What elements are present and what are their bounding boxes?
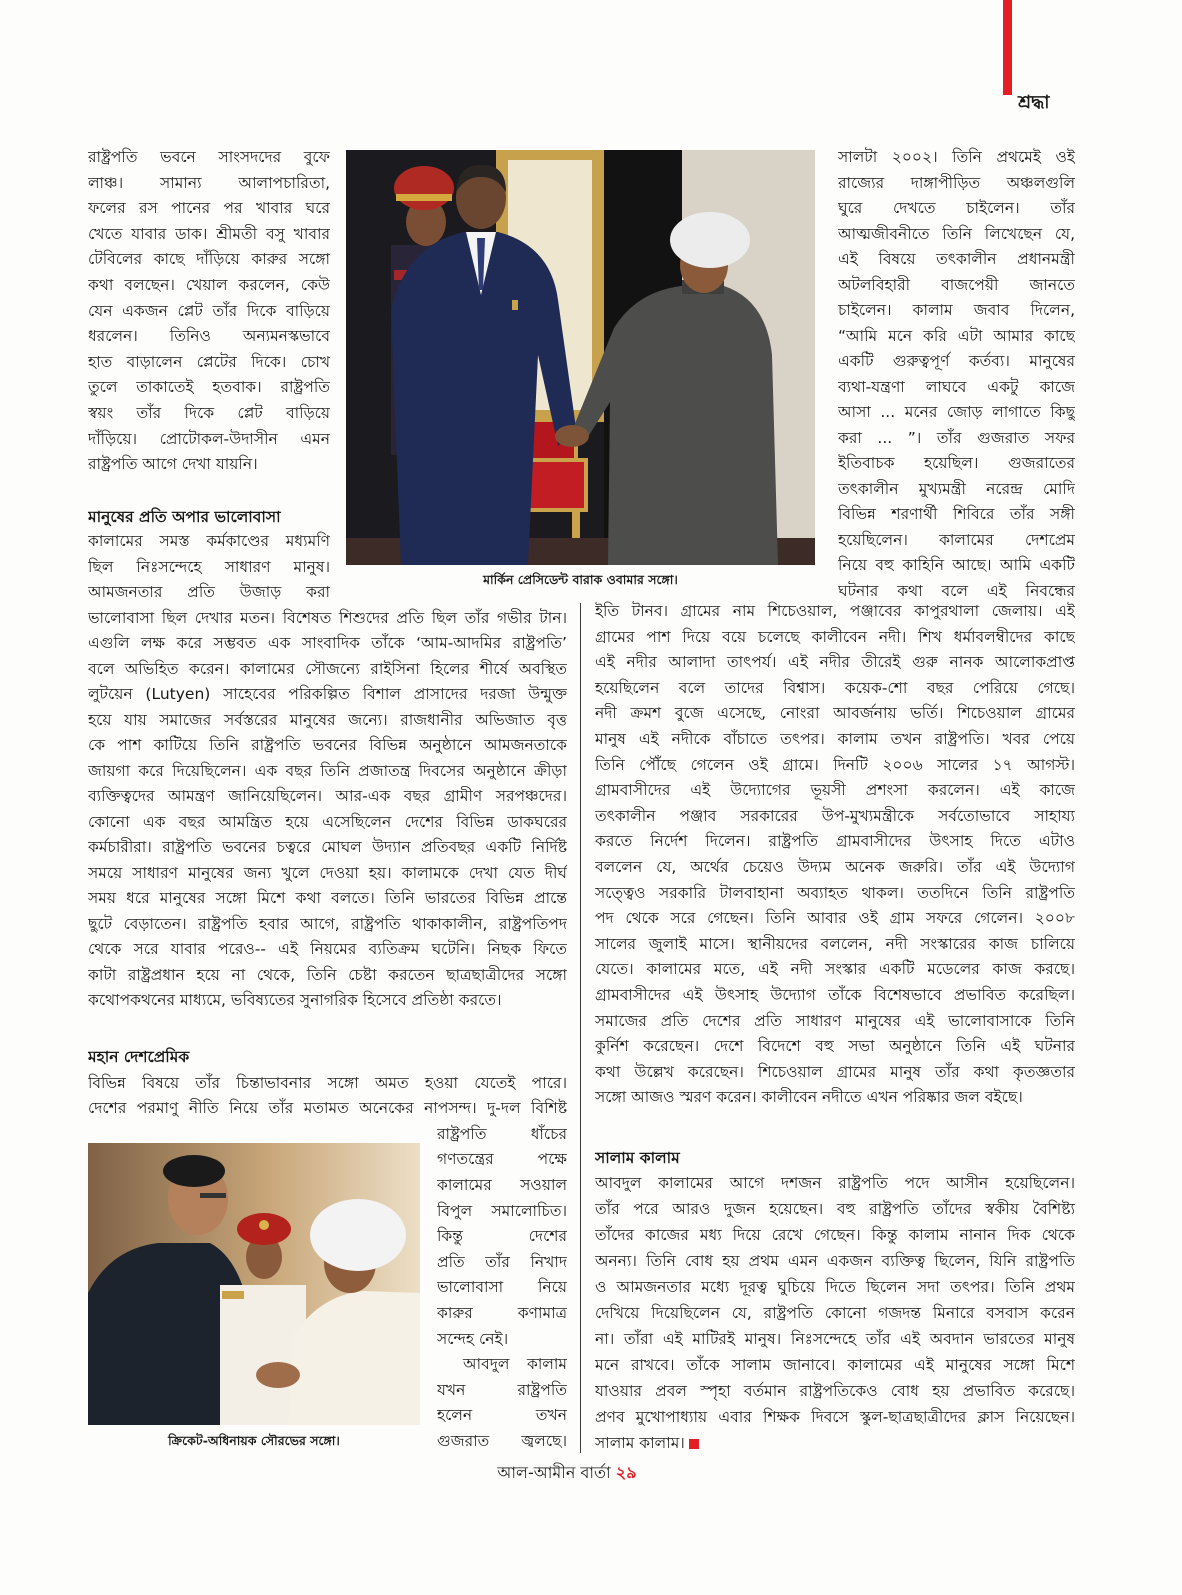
page-number: ২৯ — [615, 1463, 637, 1482]
text-line: দাঁড়িয়ে। প্রোটোকল-উদাসীন এমন — [88, 429, 330, 448]
text-line: ছিল নিঃসন্দেহে সাধারণ মানুষ। — [88, 557, 330, 576]
text-line: কুর্নিশ করেছেন। দেশে বিদেশে বহু সভা অনুষ্ঠানে তিনি এই ঘটনার — [595, 1037, 1075, 1056]
text-line: মানুষ এই নদীকে বাঁচাতে তৎপর। কালাম তখন রাষ্ট্রপতি। খবর পেয়ে — [595, 729, 1075, 748]
text-line: আবদুল কালামের আগে দশজন রাষ্ট্রপতি পদে আসীন হয়েছিলেন। — [595, 1174, 1075, 1192]
intro-column — [88, 145, 330, 478]
text-line: আসা ... মনের জোড় লাগাতে কিছু — [838, 403, 1075, 421]
text-line: সন্দেহ নেই। — [437, 1329, 509, 1348]
section-label: শ্রদ্ধা — [1018, 92, 1050, 113]
text-line: লাঞ্চ। সামান্য আলাপচারিতা, — [88, 173, 330, 192]
text-line: মনে রাখবে। তাঁকে সালাম জানাবে। কালামের এই মানুষের সঙ্গো মিশে — [595, 1356, 1075, 1374]
guard-turban — [394, 166, 454, 210]
salaam-section-heading: সালাম কালাম — [595, 1149, 680, 1167]
column-divider — [580, 603, 581, 1453]
text-line: রাষ্ট্রপতি ভবনে সাংসদদের বুফে — [88, 148, 330, 166]
text-line: সমাজের প্রতি দেশের প্রতি সাধারণ মানুষের এই ভালোবাসাকে তিনি — [595, 1011, 1075, 1030]
text-line: সালটা ২০০২। তিনি প্রথমেই ওই — [838, 148, 1075, 166]
text-line: নিয়ে বহু কাহিনি আছে। আমি একটি — [838, 556, 1075, 574]
salaam-section-last-line — [595, 1430, 1075, 1456]
text-line: কথোপকথনের মাধ্যমে, ভবিষ্যতের সুনাগরিক হিসেবে প্রতিষ্ঠা করতে। — [88, 991, 502, 1009]
text-line: বিপুল সমালোচিত। — [437, 1201, 567, 1220]
text-line: হাত বাড়ালেন প্লেটের দিকে। চোখ — [88, 352, 330, 371]
text-line: ও আমজনতার মধ্যে দূরত্ব ঘুচিয়ে দিতে ছিলেন সদা তৎপর। তিনি প্রথম — [595, 1278, 1075, 1296]
guard-cap-badge — [259, 1220, 269, 1230]
text-line: নদী ক্রমশ বুজে এসেছে, নোংরা আবর্জনায় ভর্তি। শিচেওয়াল গ্রামের — [595, 704, 1075, 723]
text-line: ব্যথা-যন্ত্রণা লাঘবে একটু কাজে — [838, 377, 1075, 396]
text-line: রাষ্ট্রপতি ধাঁচের — [437, 1124, 567, 1143]
text-line: কালামের সমস্ত কর্মকাণ্ডের মধ্যমণি — [88, 532, 330, 550]
text-line: পদ থেকে সরে গেছেন। তিনি আবার ওই গ্রাম সফরে গেলেন। ২০০৮ — [595, 909, 1075, 928]
text-line: ফলের রস পানের পর খাবার ঘরে — [88, 199, 330, 218]
text-line — [595, 1430, 1075, 1456]
patriot-section-next-paragraph — [437, 1352, 567, 1454]
photo1-caption: মার্কিন প্রেসিডেন্ট বারাক ওবামার সঙ্গো। — [483, 572, 678, 587]
text-line: কথা বলছেন। খেয়াল করলেন, কেউ — [88, 275, 330, 294]
text-line: কাটা রাষ্ট্রপ্রধান হয়ে না থেকে, তিনি চেষ্টা করতেন ছাত্রছাত্রীদের সঙ্গো — [88, 965, 567, 984]
text-line: কোনো এক বছর আমন্ত্রিত হয়ে এসেছিলেন দেশের বিভিন্ন ডাকঘরের — [88, 812, 567, 831]
text-line: ঘুরে দেখতে চাইলেন। তাঁর — [838, 199, 1075, 217]
text-line: এই বিষয়ে তৎকালীন প্রধানমন্ত্রী — [838, 250, 1075, 268]
patriot-section-heading: মহান দেশপ্রেমিক — [88, 1048, 190, 1066]
text-line: তাঁর পরে আরও দুজন হয়েছেন। বহু রাষ্ট্রপতি তাঁদের স্বকীয় বৈশিষ্ট্য — [595, 1200, 1075, 1218]
text-line: গ্রামবাসীদের এই উদ্যোগের ভূয়সী প্রশংসা করলেন। এই কাজে — [595, 781, 1075, 800]
kalam-hair — [310, 1199, 406, 1271]
text-line: যাওয়ার প্রবল স্পৃহা বর্তমান রাষ্ট্রপতিকেও বোধ হয় প্রভাবিত করেছে। — [595, 1382, 1075, 1400]
text-line: অটলবিহারী বাজপেয়ী জানতে — [838, 275, 1075, 294]
text-line: ইতিবাচক হয়েছিল। গুজরাতের — [838, 454, 1075, 472]
text-line: ঘটনার কথা বলে এই নিবন্ধের — [838, 581, 1075, 600]
obama-pin — [512, 300, 518, 310]
text-line: সত্ত্বেও সরকারি টালবাহানা অব্যাহত থাকল। ততদিনে তিনি রাষ্ট্রপতি — [595, 883, 1075, 902]
photo-obama-kalam — [346, 150, 815, 565]
text-line: গ্রামবাসীদের এই উৎসাহ উদ্যোগ তাঁকে বিশেষভাবে প্রভাবিত করেছিল। — [595, 985, 1075, 1004]
text-line: রাষ্ট্রপতি আগে দেখা যায়নি। — [88, 455, 258, 474]
text-line: তৎকালীন পঞ্জাব সরকারের উপ-মুখ্যমন্ত্রীকে সর্বতোভাবে সাহায্য — [595, 806, 1075, 825]
text-line: রাজ্যের দাঙ্গাপীড়িত অঞ্চলগুলি — [838, 173, 1075, 192]
text-line: সালের জুলাই মাসে। স্থানীয়দের বললেন, নদী সংস্কারের কাজ চালিয়ে — [595, 934, 1075, 953]
patriot-section-body — [88, 1071, 567, 1122]
section-marker-bar — [1003, 0, 1012, 95]
text-line: ইতি টানব। গ্রামের নাম শিচেওয়াল, পঞ্জাবের কাপুরথালা জেলায়। এই — [595, 602, 1075, 620]
salaam-section-body — [595, 1170, 1075, 1430]
text-line: যেতে। কালামের মতে, এই নদী সংস্কার একটি মডেলের কাজ করছে। — [595, 960, 1075, 979]
text-line: গ্রামের পাশ দিয়ে বয়ে চলেছে কালীবেন নদী। শিখ ধর্মাবলম্বীদের কাছে — [595, 627, 1075, 646]
gujarat-column — [838, 145, 1075, 604]
text-line: গণতন্ত্রের পক্ষে — [437, 1150, 567, 1169]
text-line: এই নদীর আলাদা তাৎপর্য। এই নদীর তীরেই গুরু নানক আলোকপ্রাপ্ত — [595, 653, 1075, 672]
text-line: কারুর কণামাত্র — [437, 1303, 567, 1322]
photo2-caption: ক্রিকেট-অধিনায়ক সৌরভের সঙ্গো। — [168, 1433, 340, 1448]
photo-sourav-kalam — [88, 1143, 420, 1425]
guard-epaulette — [222, 1291, 244, 1299]
text-line: না। তাঁরা এই মাটিরই মানুষ। নিঃসন্দেহে তাঁর এই অবদান ভারতের মানুষ — [595, 1330, 1075, 1348]
text-line: যখন রাষ্ট্রপতি — [437, 1380, 567, 1399]
photo-sourav-award-image — [88, 1143, 420, 1425]
text-line: তৎকালীন মুখ্যমন্ত্রী নরেন্দ্র মোদি — [838, 479, 1075, 498]
text-line: আমজনতার প্রতি উজাড় করা — [88, 583, 330, 601]
text-line: তাঁদের কাজের মধ্য দিয়ে রেখে গেছেন। কিন্তু কালাম নানান দিক থেকে — [595, 1226, 1075, 1244]
text-line: ব্যক্তিত্বদের আমন্ত্রণ জানিয়েছিলেন। আর-এক বছর গ্রামীণ সরপঞ্চদের। — [88, 787, 567, 805]
text-line: থেকে সরে যাবার পরেও-- এই নিয়মের ব্যতিক্রম ঘটেনি। নিছক ফিতে — [88, 940, 567, 958]
love-section-body — [88, 606, 567, 1014]
text-line: যেন একজন প্লেট তাঁর দিকে বাড়িয়ে — [88, 301, 330, 320]
text-line: ভালোবাসা নিয়ে — [437, 1278, 567, 1297]
text-line: টেবিলের কাছে দাঁড়িয়ে কারুর সঙ্গো — [88, 250, 330, 269]
text-line: ছুটে বেড়াতেন। রাষ্ট্রপতি হবার আগে, রাষ্ট্রপতি থাকাকালীন, রাষ্ট্রপতিপদ — [88, 914, 567, 933]
sourav-hair — [163, 1155, 225, 1187]
love-section-beside-photo — [88, 529, 330, 606]
text-line: হয়ে যায় সমাজের সর্বস্তরের মানুষের জন্যে। রাজধানীর অভিজাত বৃত্ত — [88, 710, 567, 729]
patriot-section-beside-photo — [437, 1122, 567, 1352]
text-line: প্রণব মুখোপাধ্যায় এবার শিক্ষক দিবসে স্কুল-ছাত্রছাত্রীদের ক্লাস নিয়েছেন। — [595, 1408, 1075, 1426]
text-line: হলেন তখন — [437, 1406, 567, 1425]
text-line: কালামের সওয়াল — [437, 1175, 567, 1194]
text-line: আবদুল কালাম — [463, 1355, 567, 1374]
text-line: হয়েছিলেন বলে তাদের বিশ্বাস। কয়েক-শো বছর পেরিয়ে গেছে। — [595, 678, 1075, 697]
photo-obama-handshake-image — [346, 150, 815, 565]
text-line: গুজরাত জ্বলছে। — [437, 1431, 567, 1450]
text-line: ভালোবাসা ছিল দেখার মতন। বিশেষত শিশুদের প্রতি ছিল তাঁর গভীর টান। — [88, 608, 567, 627]
text-line: তিনি পৌঁছে গেলেন ওই গ্রামে। দিনটি ২০০৬ সালের ১৭ আগস্ট। — [595, 755, 1075, 774]
text-line: প্রতি তাঁর নিখাদ — [437, 1252, 567, 1271]
text-line: কর্মচারীরা। রাষ্ট্রপতি ভবনের চত্বরে মোঘল উদ্যান প্রতিবছর একটি নির্দিষ্ট — [88, 838, 567, 856]
text-line: সময় ধরে মানুষের সঙ্গো মিশে কথা বলতে। তিনি ভারতের বিভিন্ন প্রান্তে — [88, 889, 567, 907]
text-line: ধরলেন। তিনিও অন্যমনস্কভাবে — [88, 327, 330, 346]
text-line: স্বয়ং তাঁর দিকে প্লেট বাড়িয়ে — [88, 403, 330, 422]
closing-text: সালাম কালাম। — [595, 1434, 685, 1452]
text-line: করা ... ”। তাঁর গুজরাত সফর — [838, 428, 1075, 447]
text-line: খেতে যাবার ডাক। শ্রীমতী বসু খাবার — [88, 224, 330, 243]
end-mark-square — [689, 1439, 699, 1449]
text-line: বললেন যে, অর্থের চেয়েও উদ্যম অনেক জরুরি। তাঁর এই উদ্যোগ — [595, 857, 1075, 876]
text-line: বলে অভিহিত করেন। কালামের সৌজন্যে রাইসিনা হিলের শীর্ষে অবস্থিত — [88, 659, 567, 678]
text-line: সঙ্গো আজও স্মরণ করেন। কালীবেন নদীতে এখন পরিষ্কার জল বইছে। — [595, 1088, 1023, 1107]
text-line: একটি গুরুত্বপূর্ণ কর্তব্য। মানুষের — [838, 352, 1075, 370]
text-line: দেখিয়ে দিয়েছিলেন যে, রাষ্ট্রপতি কোনো গজদন্ত মিনারে বসবাস করেন — [595, 1304, 1075, 1322]
text-line: বিভিন্ন শরণার্থী শিবিরে তাঁর সঙ্গী — [838, 505, 1075, 523]
text-line: সময়ে সাধারণ মানুষের জন্য খুলে দেওয়া হয়। কালামকে দেখা যেত দীর্ঘ — [88, 863, 567, 882]
award-hands — [256, 1362, 300, 1388]
kalam-hair — [670, 212, 750, 268]
text-line: কথা উল্লেখ করেছেন। শিচেওয়াল গ্রামের মানুষ তাঁর কথা কৃতজ্ঞতার — [595, 1062, 1075, 1081]
text-line: কিন্তু দেশের — [437, 1227, 567, 1246]
text-line: আত্মজীবনীতে তিনি লিখেছেন যে, — [838, 224, 1075, 243]
page-footer — [387, 1460, 747, 1486]
handshake-hands — [555, 425, 589, 447]
text-line: লুটয়েন (Lutyen) সাহেবের পরিকল্পিত বিশাল প্রাসাদের দরজা উন্মুক্ত — [88, 685, 567, 703]
text-line: চাইলেন। কালাম জবাব দিলেন, — [838, 301, 1075, 319]
guard-turban-band — [396, 194, 452, 201]
text-line: জায়গা করে দিয়েছিলেন। এক বছর তিনি প্রজাতন্ত্র দিবসের অনুষ্ঠানে ক্রীড়া — [88, 761, 567, 780]
text-line: কে পাশ কাটিয়ে তিনি রাষ্ট্রপতি ভবনের বিভিন্ন অনুষ্ঠানে আমজনতাকে — [88, 736, 567, 754]
text-line: “আমি মনে করি এটা আমার কাছে — [838, 326, 1075, 345]
sourav-glasses — [200, 1193, 226, 1198]
text-line: দেশের পরমাণু নীতি নিয়ে তাঁর মতামত অনেকের নাপসন্দ। দু-দল বিশিষ্ট — [88, 1099, 567, 1118]
text-line: অনন্য। তিনি বোধ হয় প্রথম এমন একজন ব্যক্তিত্ব ছিলেন, যিনি রাষ্ট্রপতি — [595, 1252, 1075, 1270]
magazine-name: আল-আমীন বার্তা — [497, 1463, 611, 1482]
text-line: তুলে তাকাতেই হতবাক। রাষ্ট্রপতি — [88, 378, 330, 397]
text-line: হয়েছিলেন। কালামের দেশপ্রেম — [838, 530, 1075, 549]
love-section-heading: মানুষের প্রতি অপার ভালোবাসা — [88, 508, 281, 526]
text-line: করতে নির্দেশ দিলেন। রাষ্ট্রপতি গ্রামবাসীদের উৎসাহ দিতে এটাও — [595, 832, 1075, 851]
text-line: বিভিন্ন বিষয়ে তাঁর চিন্তাভাবনার সঙ্গো অমত হওয়া যেতেই পারে। — [88, 1073, 567, 1092]
village-story-column — [595, 599, 1075, 1111]
chair-leg — [572, 510, 580, 538]
text-line: এগুলি লক্ষ করে সম্ভবত এক সাংবাদিক তাঁকে ‘আম-আদমির রাষ্ট্রপতি’ — [88, 634, 567, 652]
